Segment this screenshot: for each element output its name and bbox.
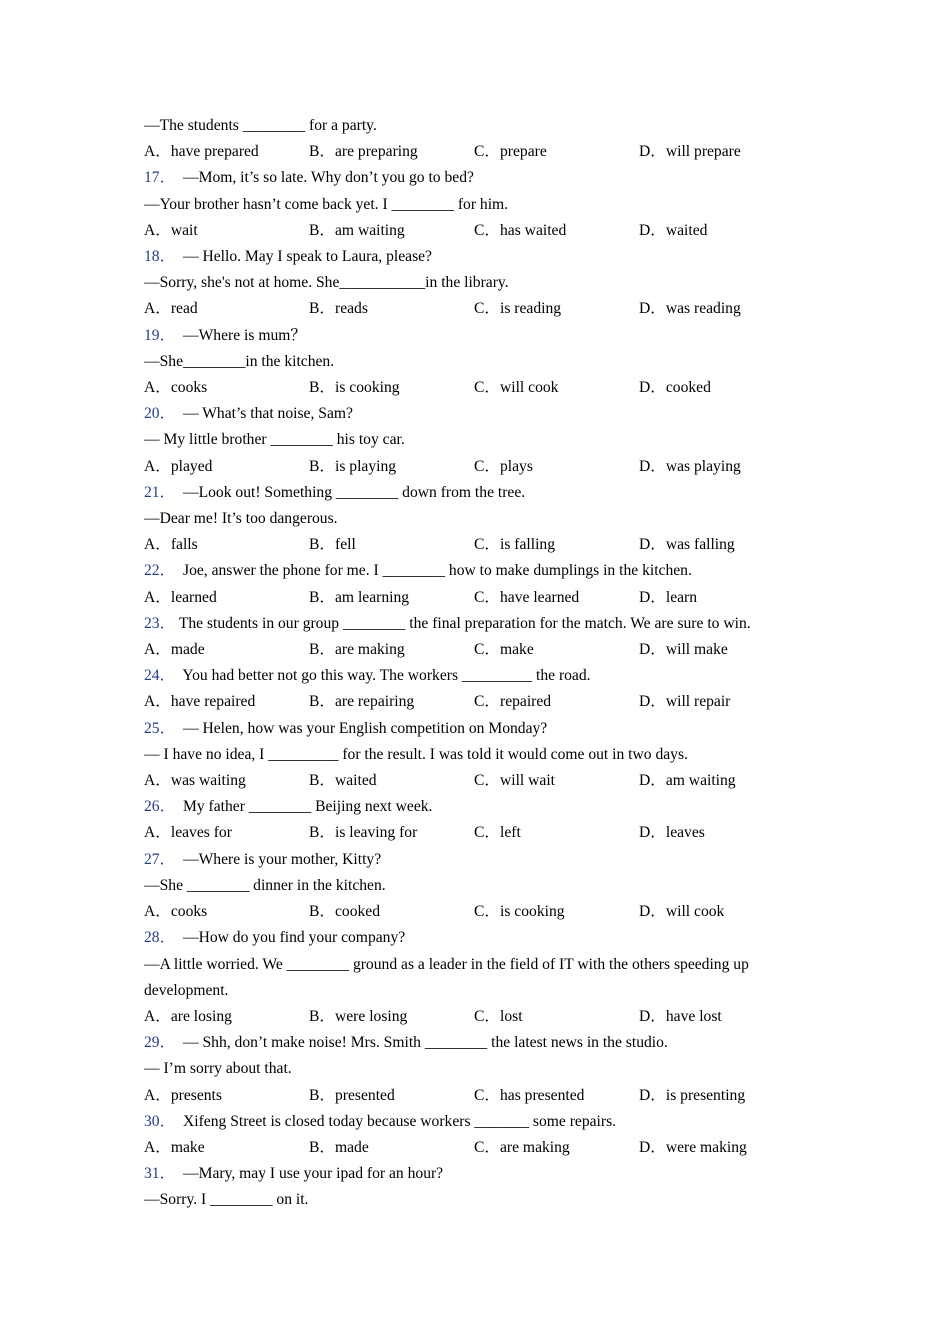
- answer-option[interactable]: [309, 296, 474, 322]
- option-letter: A．: [144, 379, 171, 397]
- question-number: 25．: [144, 719, 176, 737]
- answer-option[interactable]: [309, 899, 474, 925]
- question-line: [144, 192, 804, 218]
- answer-option[interactable]: [309, 454, 474, 480]
- option-text: prepare: [500, 143, 547, 161]
- question-number: 23．: [144, 614, 176, 632]
- option-text: are repairing: [335, 693, 415, 711]
- options-row: [144, 218, 804, 244]
- option-letter: B．: [309, 693, 335, 711]
- answer-option[interactable]: [639, 899, 804, 925]
- option-text: have repaired: [170, 693, 256, 711]
- question-number: 24．: [144, 667, 176, 685]
- option-text: was waiting: [170, 772, 246, 790]
- option-text: cooked: [335, 903, 381, 921]
- answer-option[interactable]: [639, 1004, 804, 1030]
- answer-option[interactable]: [474, 139, 639, 165]
- options-row: [144, 1135, 804, 1161]
- answer-option[interactable]: [639, 218, 804, 244]
- option-letter: C．: [474, 693, 500, 711]
- question-block: [144, 480, 804, 559]
- answer-option[interactable]: [144, 899, 309, 925]
- option-letter: D．: [639, 536, 666, 554]
- option-text: made: [335, 1138, 369, 1156]
- answer-option[interactable]: [144, 532, 309, 558]
- question-text: —A little worried. We ________ ground as a leader in the field of IT with the others speeding up development.: [144, 955, 749, 999]
- answer-option[interactable]: [474, 1135, 639, 1161]
- option-text: waited: [665, 221, 708, 239]
- option-text: am learning: [335, 588, 410, 606]
- question-text: My father ________ Beijing next week.: [183, 798, 433, 816]
- answer-option[interactable]: [144, 296, 309, 322]
- option-text: are losing: [170, 1007, 232, 1025]
- option-letter: B．: [309, 1138, 335, 1156]
- option-letter: A．: [144, 641, 171, 659]
- answer-option[interactable]: [144, 637, 309, 663]
- option-letter: B．: [309, 824, 335, 842]
- question-number: 28．: [144, 929, 176, 947]
- question-text: —Dear me! It’s too dangerous.: [144, 510, 338, 528]
- option-letter: C．: [474, 379, 500, 397]
- option-text: lost: [500, 1007, 523, 1025]
- option-text: reads: [335, 300, 368, 318]
- option-text: is cooking: [335, 379, 400, 397]
- answer-option[interactable]: [639, 768, 804, 794]
- question-block: [144, 716, 804, 795]
- option-text: have prepared: [170, 143, 259, 161]
- answer-option[interactable]: [309, 218, 474, 244]
- answer-option[interactable]: [474, 532, 639, 558]
- option-letter: C．: [474, 588, 500, 606]
- option-letter: D．: [639, 221, 666, 239]
- option-letter: D．: [639, 903, 666, 921]
- answer-option[interactable]: [144, 218, 309, 244]
- question-stem: [144, 165, 804, 191]
- options-row: [144, 820, 804, 846]
- option-text: made: [170, 641, 205, 659]
- question-block: [144, 244, 804, 323]
- option-letter: C．: [474, 903, 500, 921]
- question-number: 18．: [144, 248, 176, 266]
- answer-option[interactable]: [474, 1004, 639, 1030]
- question-number: 21．: [144, 483, 176, 501]
- options-row: [144, 637, 804, 663]
- question-stem: [144, 1161, 804, 1187]
- option-text: will cook: [665, 903, 725, 921]
- option-text: read: [170, 300, 198, 318]
- answer-option[interactable]: [309, 768, 474, 794]
- option-text: has presented: [500, 1086, 585, 1104]
- option-text: falls: [170, 536, 198, 554]
- question-stem: [144, 663, 804, 689]
- question-line: [144, 427, 804, 453]
- option-text: presents: [170, 1086, 222, 1104]
- question-line: [144, 506, 804, 532]
- question-number: 27．: [144, 850, 176, 868]
- answer-option[interactable]: [639, 139, 804, 165]
- question-block: [144, 165, 804, 244]
- option-text: left: [500, 824, 521, 842]
- option-letter: C．: [474, 1138, 500, 1156]
- option-text: will repair: [665, 693, 731, 711]
- option-letter: A．: [144, 588, 171, 606]
- question-text: — My little brother ________ his toy car.: [144, 431, 405, 449]
- option-text: played: [170, 457, 213, 475]
- question-stem: [144, 847, 804, 873]
- answer-option[interactable]: [474, 768, 639, 794]
- option-text: are making: [500, 1138, 570, 1156]
- question-block: [144, 925, 804, 1030]
- answer-option[interactable]: [144, 1004, 309, 1030]
- question-block: [144, 847, 804, 926]
- option-letter: B．: [309, 300, 335, 318]
- question-text: —Sorry. I ________ on it.: [144, 1191, 309, 1209]
- options-row: [144, 768, 804, 794]
- question-stem: [144, 716, 804, 742]
- question-stem: [144, 323, 804, 349]
- answer-option[interactable]: [639, 1135, 804, 1161]
- option-letter: C．: [474, 221, 500, 239]
- question-block: [144, 1109, 804, 1161]
- answer-option[interactable]: [474, 296, 639, 322]
- options-row: [144, 454, 804, 480]
- answer-option[interactable]: [639, 585, 804, 611]
- question-stem: [144, 558, 804, 584]
- option-letter: D．: [639, 143, 666, 161]
- question-line: [144, 1187, 804, 1213]
- answer-option[interactable]: [639, 820, 804, 846]
- question-stem: [144, 925, 804, 951]
- option-text: was falling: [665, 536, 735, 554]
- question-text: — What’s that noise, Sam?: [183, 405, 353, 423]
- option-text: waited: [335, 772, 377, 790]
- question-block: [144, 611, 804, 663]
- question-text: —How do you find your company?: [183, 929, 406, 947]
- question-text: —Mary, may I use your ipad for an hour?: [183, 1165, 444, 1183]
- answer-option[interactable]: [474, 1083, 639, 1109]
- option-letter: B．: [309, 588, 335, 606]
- answer-option[interactable]: [639, 689, 804, 715]
- option-text: will make: [665, 641, 728, 659]
- option-letter: D．: [639, 1007, 666, 1025]
- option-text: is falling: [500, 536, 556, 554]
- question-text: The students in our group ________ the final preparation for the match. We are sure to win.: [178, 614, 751, 632]
- question-text: — Helen, how was your English competition on Monday?: [183, 719, 548, 737]
- question-stem: [144, 113, 804, 139]
- question-block: [144, 113, 804, 165]
- option-letter: B．: [309, 903, 335, 921]
- question-text: —She________in the kitchen.: [144, 352, 335, 370]
- options-row: [144, 139, 804, 165]
- answer-option[interactable]: [309, 1004, 474, 1030]
- question-text: —Mom, it’s so late. Why don’t you go to bed?: [183, 169, 474, 187]
- answer-option[interactable]: [474, 689, 639, 715]
- question-number: 29．: [144, 1034, 176, 1052]
- option-letter: D．: [639, 457, 666, 475]
- answer-option[interactable]: [639, 532, 804, 558]
- question-line: [144, 742, 804, 768]
- option-letter: D．: [639, 300, 666, 318]
- option-text: leaves for: [170, 824, 232, 842]
- options-row: [144, 899, 804, 925]
- option-letter: C．: [474, 457, 500, 475]
- option-letter: A．: [144, 1007, 171, 1025]
- option-letter: D．: [639, 588, 666, 606]
- answer-option[interactable]: [144, 768, 309, 794]
- option-text: am waiting: [665, 772, 736, 790]
- option-letter: B．: [309, 1086, 335, 1104]
- question-block: [144, 663, 804, 715]
- option-text: make: [500, 641, 534, 659]
- answer-option[interactable]: [474, 454, 639, 480]
- question-line: [144, 349, 804, 375]
- question-text: —She ________ dinner in the kitchen.: [144, 876, 386, 894]
- option-letter: C．: [474, 824, 500, 842]
- option-letter: C．: [474, 1007, 500, 1025]
- answer-option[interactable]: [474, 820, 639, 846]
- question-text: —Sorry, she's not at home. She___________in the library.: [144, 274, 509, 292]
- answer-option[interactable]: [309, 1135, 474, 1161]
- question-text: — I have no idea, I _________ for the result. I was told it would come out in two days.: [144, 745, 688, 763]
- answer-option[interactable]: [309, 375, 474, 401]
- option-letter: D．: [639, 824, 666, 842]
- question-number: 17．: [144, 169, 176, 187]
- option-letter: B．: [309, 143, 335, 161]
- option-text: wait: [170, 221, 198, 239]
- option-letter: A．: [144, 536, 171, 554]
- question-line: [144, 873, 804, 899]
- option-text: have learned: [500, 588, 580, 606]
- question-number: 31．: [144, 1165, 176, 1183]
- option-text: was reading: [665, 300, 741, 318]
- question-text: You had better not go this way. The workers _________ the road.: [182, 667, 591, 685]
- option-text: am waiting: [335, 221, 405, 239]
- option-text: was playing: [665, 457, 741, 475]
- question-stem: [144, 244, 804, 270]
- answer-option[interactable]: [639, 296, 804, 322]
- answer-option[interactable]: [309, 139, 474, 165]
- answer-option[interactable]: [474, 899, 639, 925]
- question-stem: [144, 480, 804, 506]
- option-text: presented: [335, 1086, 395, 1104]
- option-letter: C．: [474, 641, 500, 659]
- option-text: has waited: [500, 221, 567, 239]
- answer-option[interactable]: [144, 375, 309, 401]
- options-row: [144, 689, 804, 715]
- answer-option[interactable]: [144, 454, 309, 480]
- option-text: are preparing: [335, 143, 418, 161]
- option-letter: B．: [309, 221, 335, 239]
- option-letter: D．: [639, 1086, 666, 1104]
- answer-option[interactable]: [474, 375, 639, 401]
- option-letter: A．: [144, 221, 171, 239]
- question-line: [144, 952, 804, 1004]
- question-number: 22．: [144, 562, 176, 580]
- option-letter: A．: [144, 457, 171, 475]
- answer-option[interactable]: [309, 689, 474, 715]
- option-text: leaves: [665, 824, 705, 842]
- option-letter: C．: [474, 143, 500, 161]
- option-letter: D．: [639, 1138, 666, 1156]
- answer-option[interactable]: [144, 689, 309, 715]
- option-letter: B．: [309, 536, 335, 554]
- question-text: —Look out! Something ________ down from the tree.: [183, 483, 526, 501]
- answer-option[interactable]: [474, 218, 639, 244]
- option-letter: B．: [309, 1007, 335, 1025]
- option-letter: B．: [309, 379, 335, 397]
- option-letter: A．: [144, 903, 171, 921]
- option-letter: A．: [144, 824, 171, 842]
- answer-option[interactable]: [639, 1083, 804, 1109]
- question-block: [144, 323, 804, 402]
- options-row: [144, 1083, 804, 1109]
- option-letter: A．: [144, 1086, 171, 1104]
- option-letter: D．: [639, 772, 666, 790]
- option-letter: A．: [144, 143, 171, 161]
- question-number: 26．: [144, 798, 176, 816]
- question-stem: [144, 794, 804, 820]
- question-text: —Where is mum？: [183, 326, 306, 344]
- option-letter: A．: [144, 1138, 171, 1156]
- option-letter: B．: [309, 641, 335, 659]
- option-text: cooks: [170, 903, 208, 921]
- option-letter: C．: [474, 536, 500, 554]
- option-letter: A．: [144, 300, 171, 318]
- option-text: fell: [335, 536, 356, 554]
- options-row: [144, 375, 804, 401]
- option-letter: D．: [639, 641, 666, 659]
- option-text: were losing: [335, 1007, 408, 1025]
- option-letter: C．: [474, 1086, 500, 1104]
- option-letter: B．: [309, 457, 335, 475]
- answer-option[interactable]: [144, 585, 309, 611]
- question-text: —Your brother hasn’t come back yet. I ________ for him.: [144, 195, 509, 213]
- answer-option[interactable]: [474, 585, 639, 611]
- question-text: Joe, answer the phone for me. I ________ how to make dumplings in the kitchen.: [183, 562, 692, 580]
- question-block: [144, 1030, 804, 1109]
- question-block: [144, 401, 804, 480]
- question-text: — I’m sorry about that.: [144, 1060, 292, 1078]
- question-list: [144, 113, 804, 1214]
- option-text: will prepare: [665, 143, 741, 161]
- option-text: is presenting: [665, 1086, 746, 1104]
- answer-option[interactable]: [639, 375, 804, 401]
- option-text: is reading: [500, 300, 562, 318]
- option-letter: C．: [474, 772, 500, 790]
- option-text: is leaving for: [335, 824, 418, 842]
- answer-option[interactable]: [639, 454, 804, 480]
- question-number: 20．: [144, 405, 176, 423]
- question-stem: [144, 1030, 804, 1056]
- option-text: will wait: [500, 772, 556, 790]
- option-letter: D．: [639, 693, 666, 711]
- question-block: [144, 558, 804, 610]
- option-text: cooked: [665, 379, 711, 397]
- option-letter: C．: [474, 300, 500, 318]
- option-text: learned: [170, 588, 217, 606]
- option-text: will cook: [500, 379, 559, 397]
- question-text: —The students ________ for a party.: [144, 117, 377, 134]
- answer-option[interactable]: [309, 820, 474, 846]
- question-line: [144, 270, 804, 296]
- answer-option[interactable]: [309, 532, 474, 558]
- options-row: [144, 296, 804, 322]
- answer-option[interactable]: [144, 139, 309, 165]
- option-text: have lost: [665, 1007, 722, 1025]
- option-letter: B．: [309, 772, 335, 790]
- question-stem: [144, 611, 804, 637]
- question-stem: [144, 1109, 804, 1135]
- options-row: [144, 1004, 804, 1030]
- answer-option[interactable]: [309, 637, 474, 663]
- question-text: — Hello. May I speak to Laura, please?: [183, 248, 432, 266]
- option-text: repaired: [500, 693, 552, 711]
- option-text: learn: [665, 588, 698, 606]
- option-text: is playing: [335, 457, 397, 475]
- option-letter: D．: [639, 379, 666, 397]
- question-block: [144, 1161, 804, 1213]
- question-text: Xifeng Street is closed today because workers _______ some repairs.: [183, 1112, 617, 1130]
- question-number: 19．: [144, 326, 176, 344]
- option-text: are making: [335, 641, 405, 659]
- answer-option[interactable]: [309, 585, 474, 611]
- question-line: [144, 1056, 804, 1082]
- answer-option[interactable]: [309, 1083, 474, 1109]
- answer-option[interactable]: [144, 820, 309, 846]
- options-row: [144, 585, 804, 611]
- option-letter: A．: [144, 772, 171, 790]
- question-stem: [144, 401, 804, 427]
- option-text: make: [170, 1138, 205, 1156]
- answer-option[interactable]: [474, 637, 639, 663]
- option-text: is cooking: [500, 903, 565, 921]
- answer-option[interactable]: [144, 1135, 309, 1161]
- answer-option[interactable]: [144, 1083, 309, 1109]
- question-text: — Shh, don’t make noise! Mrs. Smith ________ the latest news in the studio.: [183, 1034, 668, 1052]
- answer-option[interactable]: [639, 637, 804, 663]
- option-text: plays: [500, 457, 533, 475]
- option-text: were making: [665, 1138, 747, 1156]
- question-block: [144, 794, 804, 846]
- question-number: 30．: [144, 1112, 176, 1130]
- options-row: [144, 532, 804, 558]
- option-letter: A．: [144, 693, 171, 711]
- option-text: cooks: [170, 379, 208, 397]
- question-text: —Where is your mother, Kitty?: [183, 850, 382, 868]
